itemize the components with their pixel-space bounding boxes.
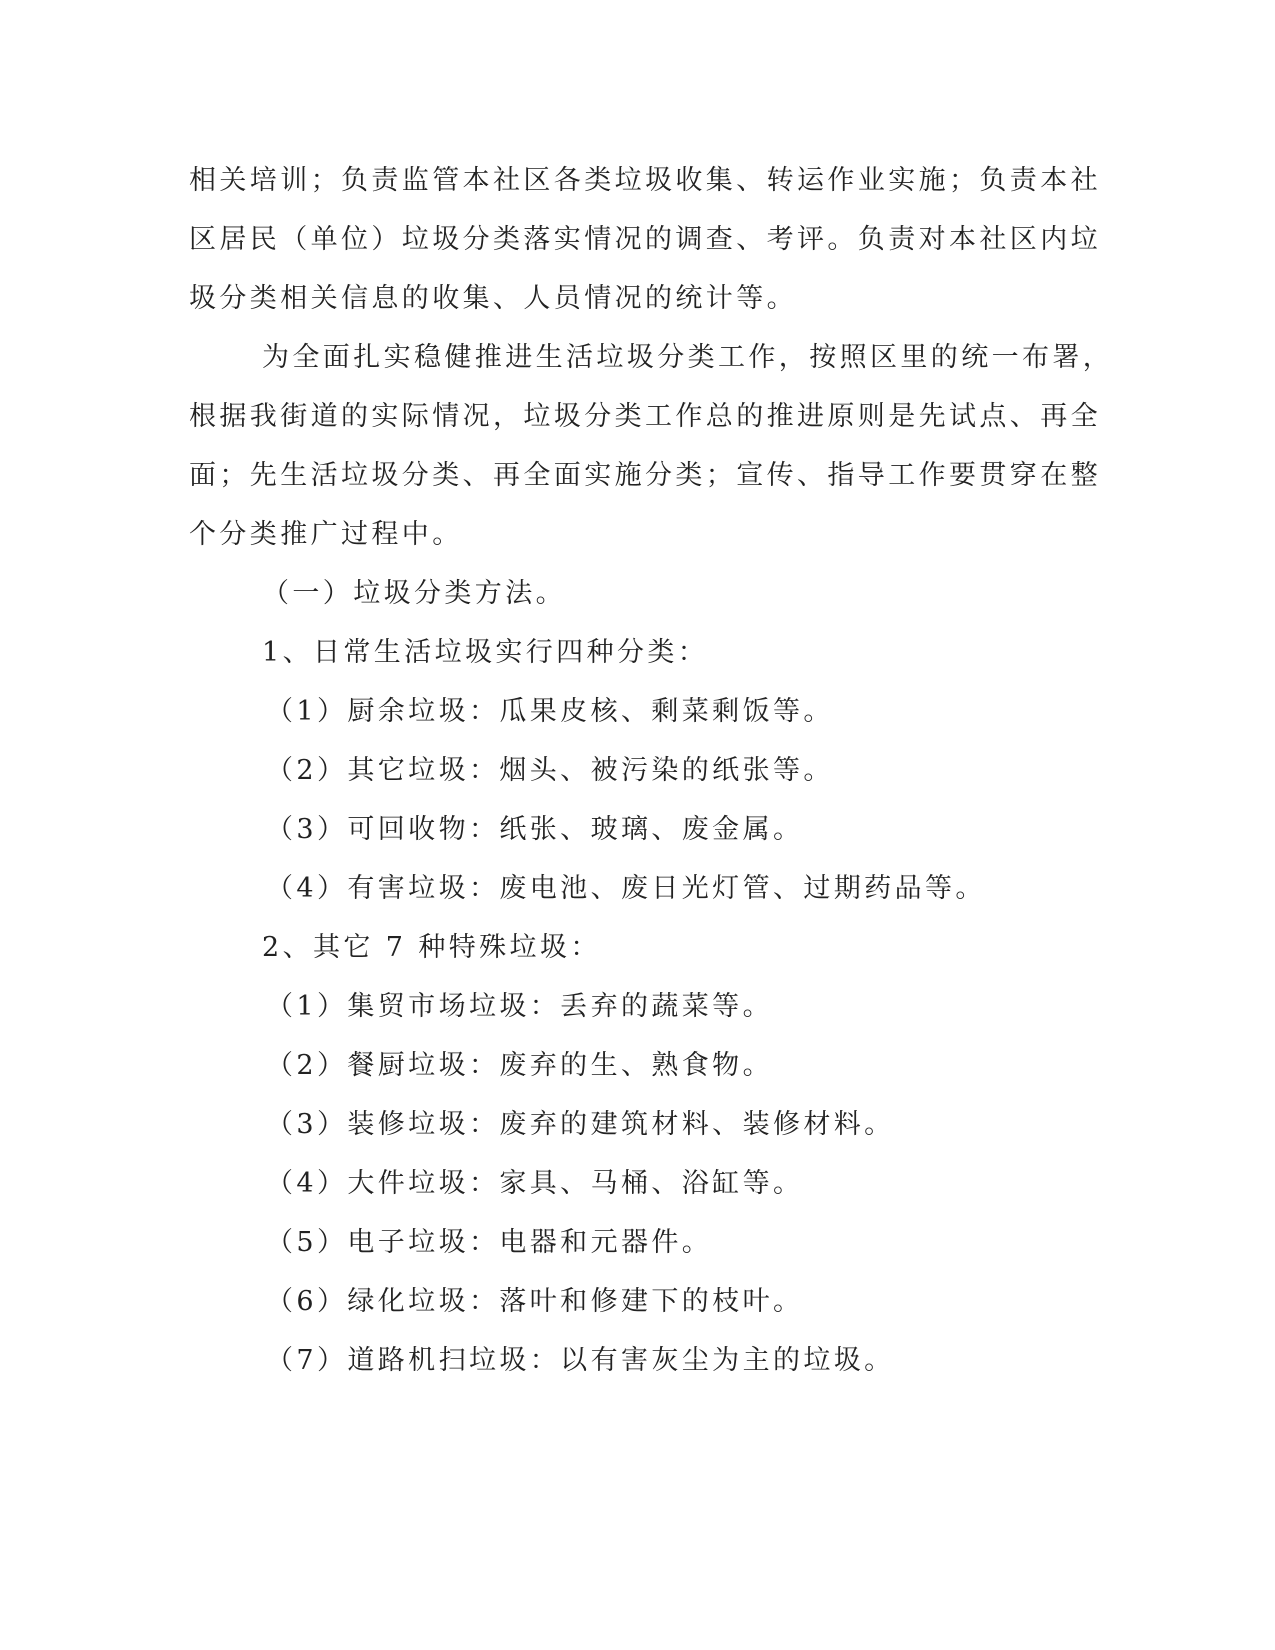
paragraph-line: 区居民（单位）垃圾分类落实情况的调查、考评。负责对本社区内垃 — [189, 224, 1101, 255]
list-heading: 1、日常生活垃圾实行四种分类： — [262, 637, 709, 668]
paragraph-line: 相关培训；负责监管本社区各类垃圾收集、转运作业实施；负责本社 — [189, 165, 1101, 196]
list-item: （7）道路机扫垃圾：以有害灰尘为主的垃圾。 — [266, 1345, 895, 1376]
paragraph-line: 个分类推广过程中。 — [189, 519, 463, 550]
list-item: （2）餐厨垃圾：废弃的生、熟食物。 — [266, 1050, 773, 1081]
paragraph-line: 根据我街道的实际情况，垃圾分类工作总的推进原则是先试点、再全 — [189, 401, 1101, 432]
list-item: （3）可回收物：纸张、玻璃、废金属。 — [266, 814, 804, 845]
list-heading: 2、其它 7 种特殊垃圾： — [262, 932, 601, 963]
paragraph-line: 面；先生活垃圾分类、再全面实施分类；宣传、指导工作要贯穿在整 — [189, 460, 1101, 491]
section-heading: （一）垃圾分类方法。 — [262, 578, 566, 609]
list-item: （5）电子垃圾：电器和元器件。 — [266, 1227, 713, 1258]
list-item: （2）其它垃圾：烟头、被污染的纸张等。 — [266, 755, 834, 786]
list-item: （4）有害垃圾：废电池、废日光灯管、过期药品等。 — [266, 873, 986, 904]
list-item: （4）大件垃圾：家具、马桶、浴缸等。 — [266, 1168, 804, 1199]
list-item: （3）装修垃圾：废弃的建筑材料、装修材料。 — [266, 1109, 895, 1140]
paragraph-line: 圾分类相关信息的收集、人员情况的统计等。 — [189, 283, 797, 314]
list-item: （1）厨余垃圾：瓜果皮核、剩菜剩饭等。 — [266, 696, 834, 727]
list-item: （1）集贸市场垃圾：丢弃的蔬菜等。 — [266, 991, 773, 1022]
list-item: （6）绿化垃圾：落叶和修建下的枝叶。 — [266, 1286, 804, 1317]
paragraph-line: 为全面扎实稳健推进生活垃圾分类工作，按照区里的统一布署， — [262, 342, 1114, 373]
